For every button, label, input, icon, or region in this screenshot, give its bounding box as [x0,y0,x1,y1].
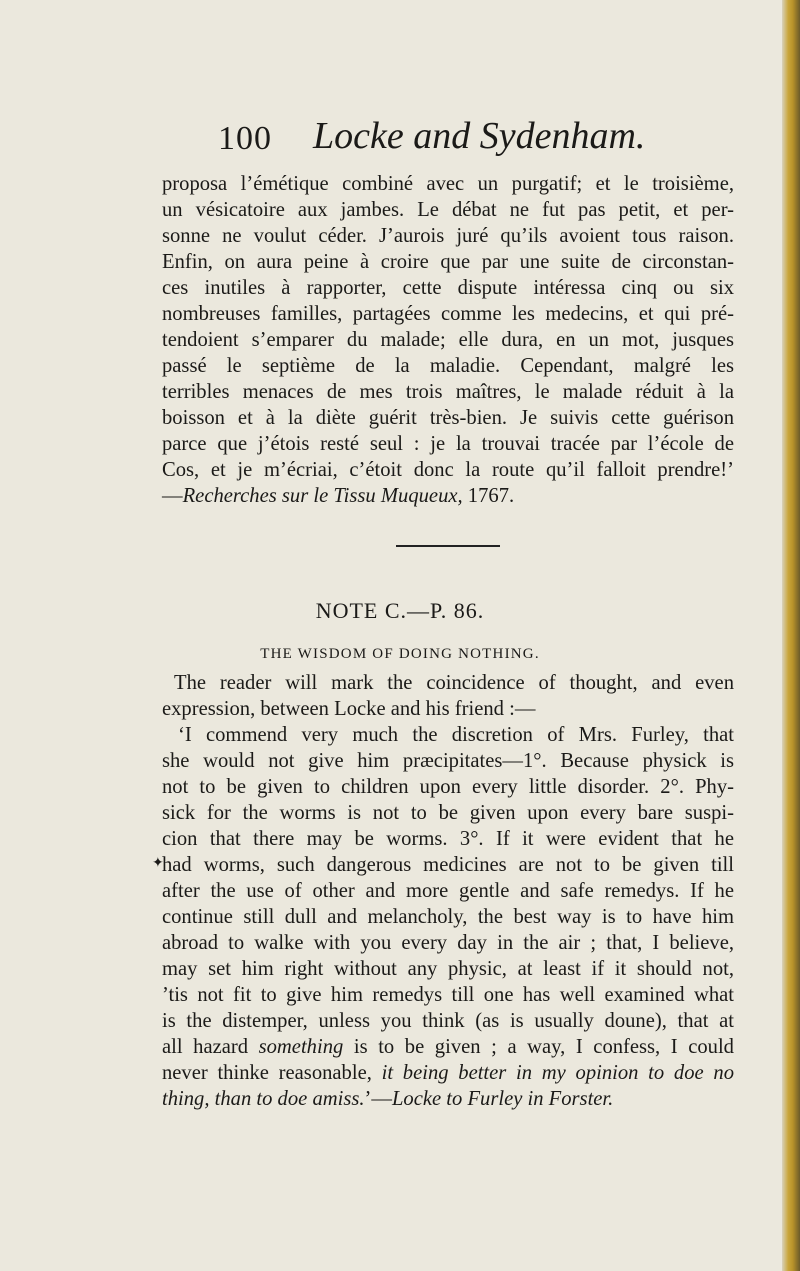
citation-dash: — [162,485,183,507]
text-line: continue still dull and melancholy, the best way is to have him [162,906,734,928]
text-line: sonne ne voulut céder. J’aurois juré qu’ils avoient tous raison. [162,225,734,247]
text-line: abroad to walke with you every day in the air ; that, I believe, [162,932,734,954]
margin-mark: ✦ [152,856,164,871]
text-segment: never thinke reasonable, [162,1062,382,1084]
text-line: proposa l’émétique combiné avec un purgatif; et le troisième, [162,173,734,195]
citation-title: Recherches sur le Tissu Muqueux, [182,485,463,507]
text-line: she would not give him præcipitates—1°. Because physick is [162,750,734,772]
note-body [162,670,734,1112]
text-line: ‘I commend very much the discretion of Mrs. Furley, that [178,724,734,746]
text-line: is the distemper, unless you think (as is usually doune), that at [162,1010,734,1032]
text-line: had worms, such dangerous medicines are not to be given till [162,854,734,876]
text-line: boisson et à la diète guérit très-bien. Je suivis cette guérison [162,407,734,429]
text-line: nombreuses familles, partagées comme les medecins, et qui pré- [162,303,734,325]
text-line: terribles menaces de mes trois maîtres, le malade réduit à la [162,381,734,403]
french-quotation [162,171,734,509]
italic-segment: thing, than to doe amiss. [162,1088,365,1110]
text-line: The reader will mark the coincidence of thought, and even [174,672,734,694]
note-heading: NOTE C.—P. 86. [315,598,485,623]
italic-segment: it being better in my opinion to doe no [381,1062,734,1084]
attribution-line [162,1086,734,1112]
text-line: cion that there may be worms. 3°. If it were evident that he [162,828,734,850]
text-line: may set him right without any physic, at least if it should not, [162,958,734,980]
text-line [162,1060,734,1086]
text-line: ces inutiles à rapporter, cette dispute intéressa cinq ou six [162,277,734,299]
page-header [218,115,680,168]
text-line: sick for the worms is not to be given upon every bare suspi- [162,802,734,824]
text-line [162,1034,734,1060]
text-line: ’tis not fit to give him remedys till one has well examined what [162,984,734,1006]
citation-line [162,483,734,509]
text-line: parce que j’étois resté seul : je la trouvai tracée par l’école de [162,433,734,455]
text-line: Cos, et je m’écriai, c’étoit donc la route qu’il falloit prendre!’ [162,459,734,481]
italic-segment: something [258,1036,344,1058]
text-line: not to be given to children upon every little disorder. 2°. Phy- [162,776,734,798]
text-line: tendoient s’emparer du malade; elle dura, en un mot, jusques [162,329,734,351]
note-subheading: THE WISDOM OF DOING NOTHING. [260,646,540,662]
text-segment: is to be given ; a way, I confess, I could [343,1036,734,1058]
text-segment: ’— [364,1088,392,1110]
text-line: passé le septième de la maladie. Cependant, malgré les [162,355,734,377]
attribution-source: Locke to Furley in Forster. [391,1088,614,1110]
text-segment: all hazard [162,1036,259,1058]
text-line: expression, between Locke and his friend :— [162,698,536,720]
citation-year: 1767. [462,485,515,507]
text-line: after the use of other and more gentle and safe remedys. If he [162,880,734,902]
text-line: un vésicatoire aux jambes. Le débat ne fut pas petit, et per- [162,199,734,221]
running-title: Locke and Sydenham. [313,115,646,157]
gilt-page-edge [782,0,800,1271]
section-divider [396,545,500,547]
text-line: Enfin, on aura peine à croire que par une suite de circonstan- [162,251,734,273]
page-number: 100 [218,120,272,157]
